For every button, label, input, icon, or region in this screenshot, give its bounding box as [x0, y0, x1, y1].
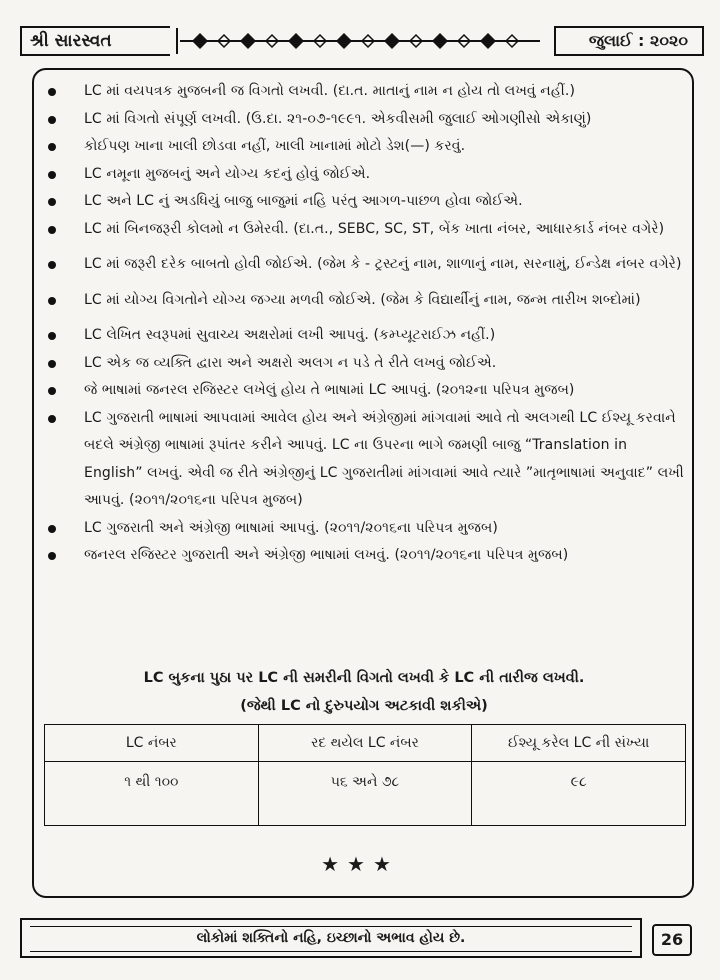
col-cancelled-lc: રદ થયેલ LC નંબર — [258, 725, 472, 762]
col-lc-number: LC નંબર — [45, 725, 259, 762]
list-item: LC ગુજરાતી ભાષામાં આપવામાં આવેલ હોય અને અંગ્રેજીમાં માંગવામાં આવે તો અલગથી LC ઈશ્યૂ કરવાને બદલે અંગ્રેજી ભાષામાં રૂપાંતર કરીને આપવું. LC ના ઉપરના ભાગે જમણી બાજુ “Translation in English” લખવું. એવી જ રીતે અંગ્રેજીનું LC ગુજરાતીમાં માંગવામાં આવે ત્યારે ”માતૃભાષામાં અનુવાદ” લખી આપવું. (૨૦૧૧/૨૦૧૬ના પરિપત્ર મુજબ) — [44, 405, 684, 515]
summary-note — [44, 664, 684, 720]
bullet-icon — [48, 261, 56, 269]
table-row — [45, 762, 686, 826]
lc-rules-list — [44, 78, 684, 570]
list-item: LC લેખિત સ્વરૂપમાં સુવાચ્ય અક્ષરોમાં લખી આપવું. (કમ્પ્યૂટરાઈઝ નહીં.) — [44, 322, 684, 350]
list-item: LC માં યોગ્ય વિગતોને યોગ્ય જગ્યા મળવી જોઈએ. (જેમ કે વિદ્યાર્થીનું નામ, જન્મ તારીખ શબ્દોમાં) — [44, 287, 684, 315]
list-item: LC માં બિનજરૂરી કોલમો ન ઉમેરવી. (દા.ત., SEBC, SC, ST, બેંક ખાતા નંબર, આધારકાર્ડ નંબર વગેરે) — [44, 216, 684, 244]
bullet-icon — [48, 226, 56, 234]
list-item: LC માં જરૂરી દરેક બાબતો હોવી જોઈએ. (જેમ કે - ટ્રસ્ટનું નામ, શાળાનું નામ, સરનામું, ઈન્ડેક્ષ નંબર વગેરે) — [44, 251, 684, 279]
bullet-icon — [48, 88, 56, 96]
bullet-icon — [48, 525, 56, 533]
bullet-icon — [48, 332, 56, 340]
bullet-icon — [48, 143, 56, 151]
magazine-title: શ્રી સારસ્વત — [30, 31, 112, 51]
bullet-icon — [48, 360, 56, 368]
bullet-icon — [48, 415, 56, 423]
summary-line-1: LC બુકના પુઠા પર LC ની સમરીની વિગતો લખવી કે LC ની તારીજ લખવી. — [143, 670, 585, 686]
list-item: LC માં વિગતો સંપૂર્ણ લખવી. (ઉ.દા. ૨૧-૦૭-૧૯૯૧. એકવીસમી જુલાઈ ઓગણીસો એકાણું) — [44, 106, 684, 134]
footer-quote-box — [20, 918, 642, 958]
issue-date: જુલાઈ : ૨૦૨૦ — [588, 31, 688, 50]
bullet-icon — [48, 171, 56, 179]
table-header-row — [45, 725, 686, 762]
page-number: 26 — [652, 924, 692, 956]
bullet-icon — [48, 297, 56, 305]
bullet-icon — [48, 116, 56, 124]
header-ornament — [180, 30, 540, 52]
lc-summary-table — [44, 724, 686, 826]
bullet-icon — [48, 552, 56, 560]
list-item: જે ભાષામાં જનરલ રજિસ્ટર લખેલું હોય તે ભાષામાં LC આપવું. (૨૦૧૨ના પરિપત્ર મુજબ) — [44, 377, 684, 405]
list-item: LC માં વયપત્રક મુજબની જ વિગતો લખવી. (દા.ત. માતાનું નામ ન હોય તો લખવું નહીં.) — [44, 78, 684, 106]
list-item: જનરલ રજિસ્ટર ગુજરાતી અને અંગ્રેજી ભાષામાં લખવું. (૨૦૧૧/૨૦૧૬ના પરિપત્ર મુજબ) — [44, 542, 684, 570]
cell-cancelled: ૫૬ અને ૭૮ — [258, 762, 472, 826]
bullet-icon — [48, 198, 56, 206]
summary-line-2: (જેથી LC નો દુરુપયોગ અટકાવી શકીએ) — [240, 698, 488, 714]
page-header — [20, 26, 704, 56]
bullet-icon — [48, 387, 56, 395]
footer-quote: લોકોમાં શક્તિનો નહિ, ઇચ્છાનો અભાવ હોય છે. — [30, 926, 632, 952]
col-issued-count: ઈશ્યૂ કરેલ LC ની સંખ્યા — [472, 725, 686, 762]
list-item: LC અને LC નું અડધિયું બાજુ બાજુમાં નહિ પરંતુ આગળ-પાછળ હોવા જોઈએ. — [44, 188, 684, 216]
list-item: LC ગુજરાતી અને અંગ્રેજી ભાષામાં આપવું. (૨૦૧૧/૨૦૧૬ના પરિપત્ર મુજબ) — [44, 515, 684, 543]
cell-issued: ૯૮ — [472, 762, 686, 826]
magazine-title-box — [20, 26, 170, 56]
star-divider: ★★★ — [321, 852, 399, 876]
list-item: LC નમૂના મુજબનું અને યોગ્ય કદનું હોવું જોઈએ. — [44, 161, 684, 189]
issue-date-box — [554, 26, 704, 56]
cell-lc-range: ૧ થી ૧૦૦ — [45, 762, 259, 826]
list-item: કોઈપણ ખાના ખાલી છોડવા નહીં, ખાલી ખાનામાં મોટો ડેશ(—) કરવું. — [44, 133, 684, 161]
list-item: LC એક જ વ્યક્તિ દ્વારા અને અક્ષરો અલગ ન પડે તે રીતે લખવું જોઈએ. — [44, 350, 684, 378]
